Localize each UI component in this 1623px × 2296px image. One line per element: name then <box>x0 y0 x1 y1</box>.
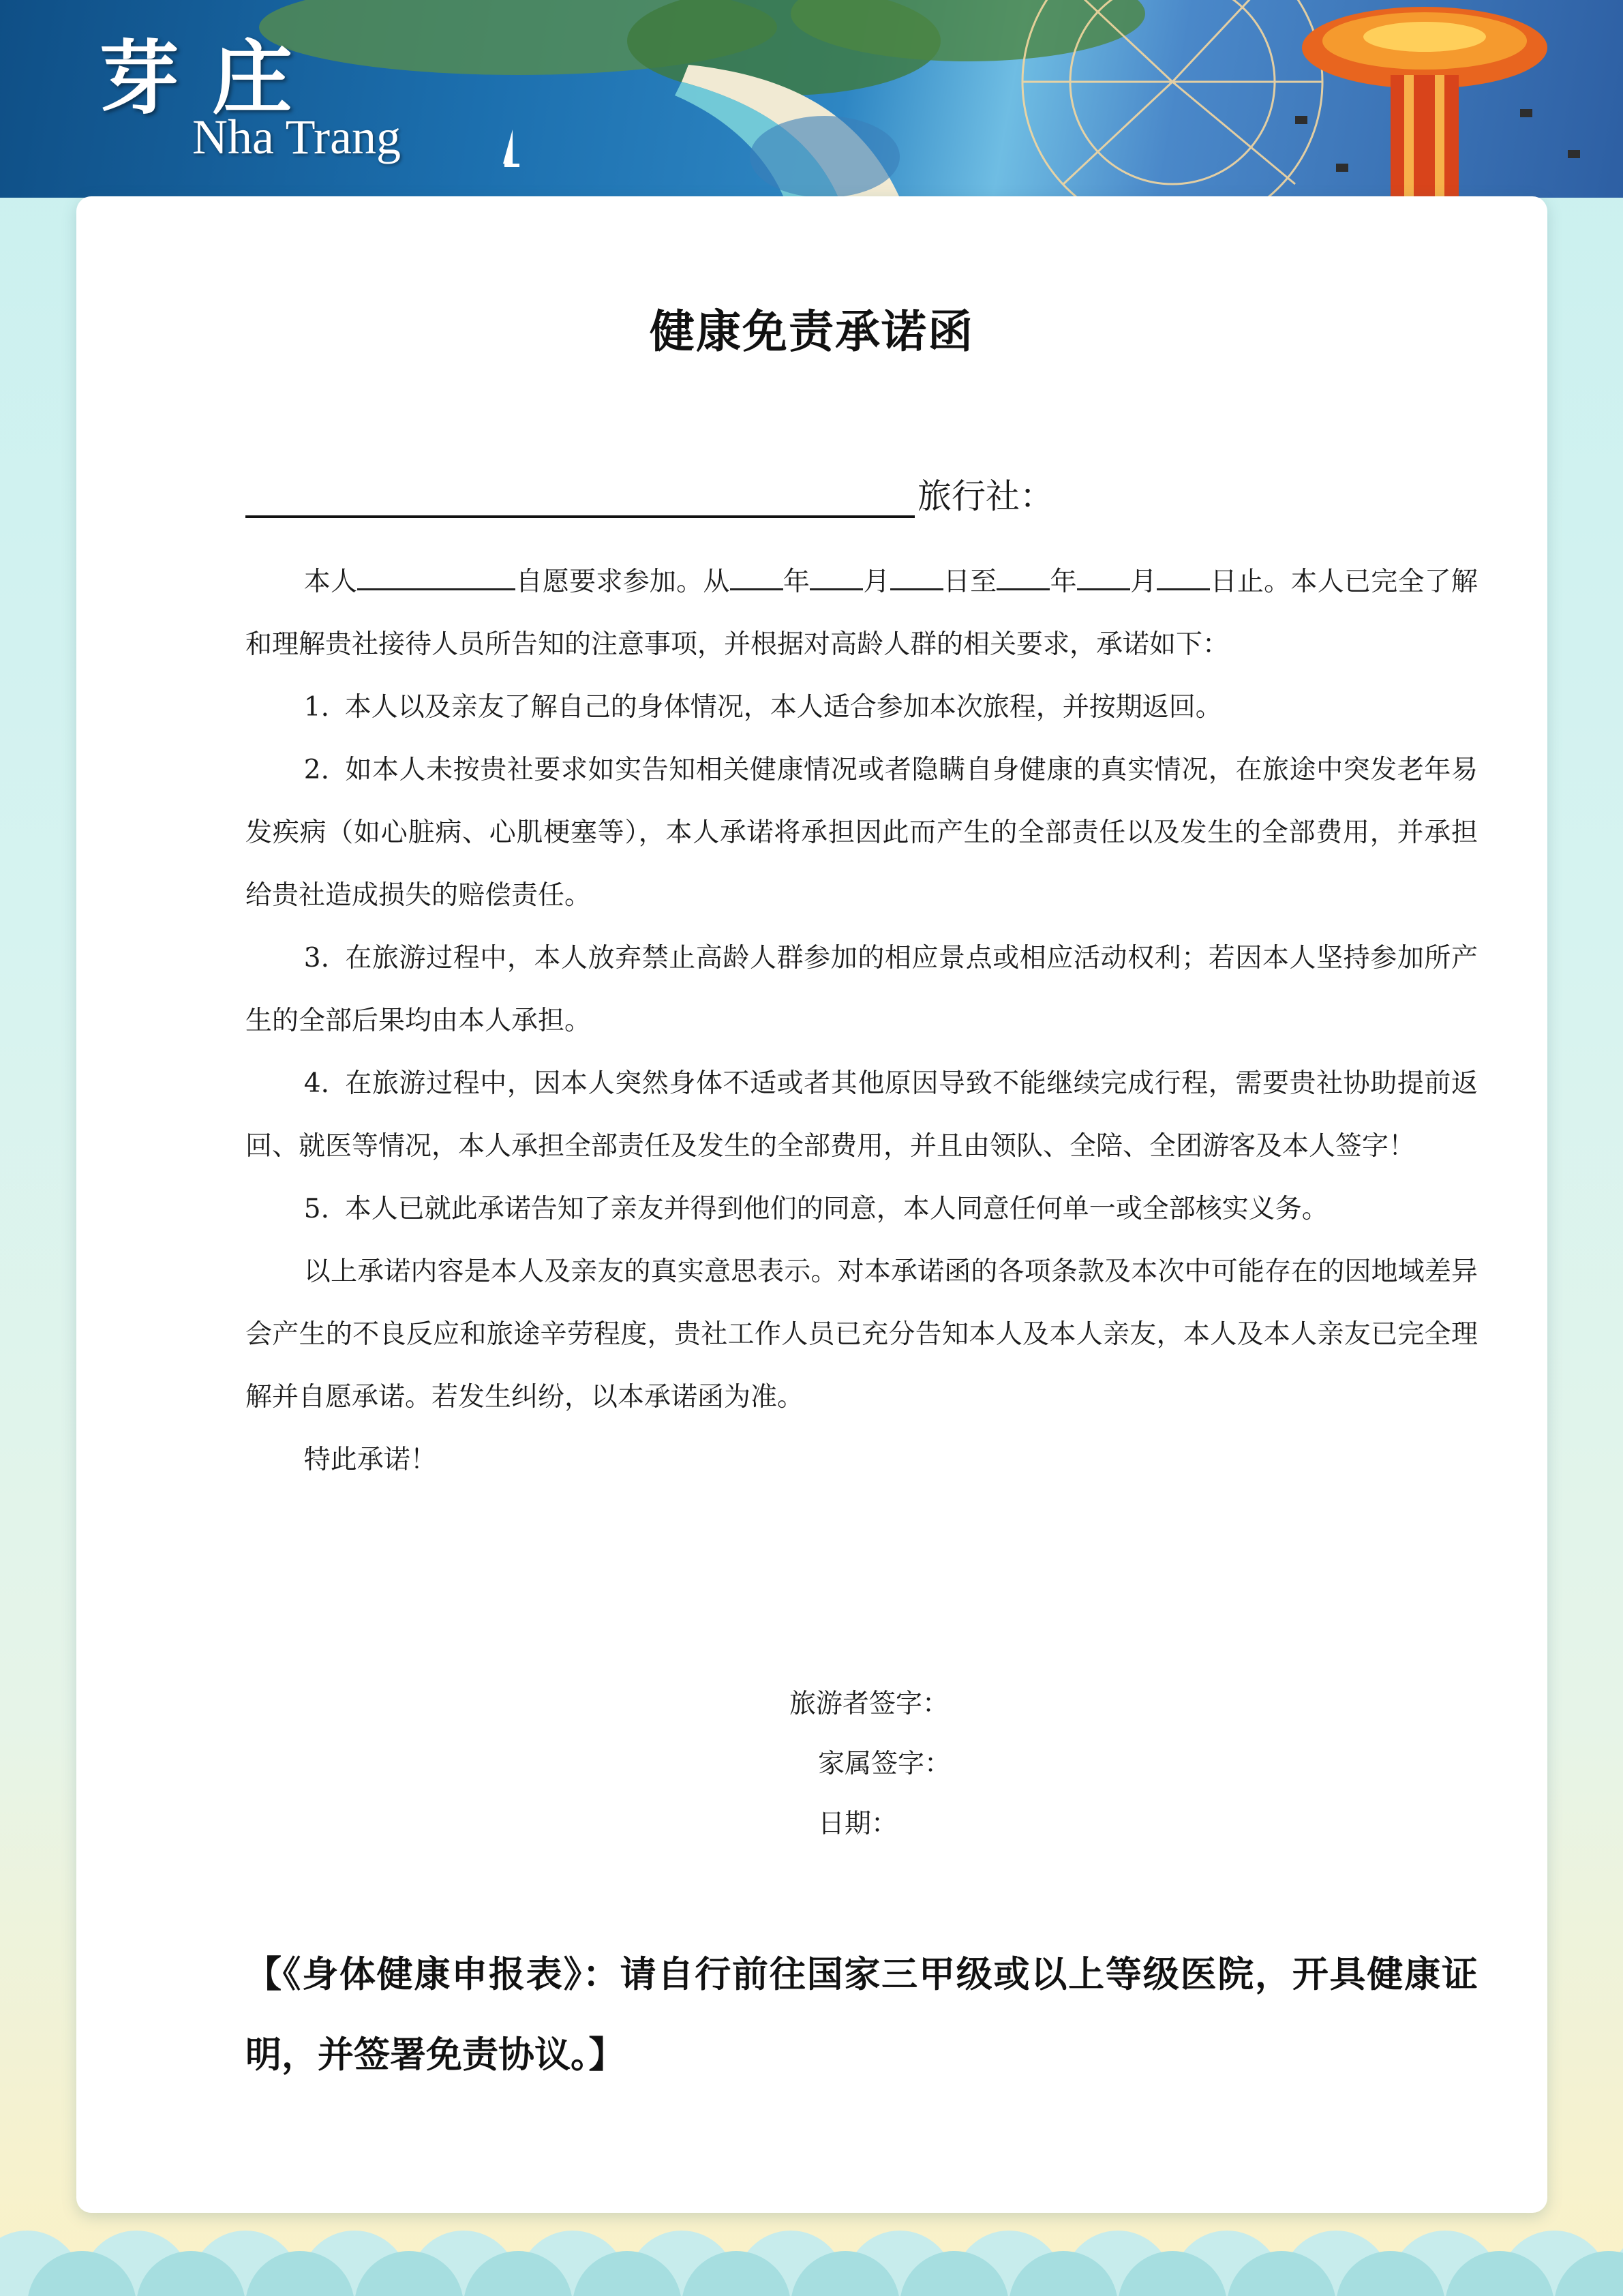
addressee-line <box>245 469 1054 518</box>
list-item <box>245 1178 1478 1241</box>
start-year-blank[interactable] <box>730 562 783 590</box>
intro-paragraph <box>245 551 1478 676</box>
end-day-blank[interactable] <box>1157 562 1210 590</box>
addressee-suffix: 旅行社： <box>917 477 1054 516</box>
date-label: 日期： <box>818 1809 898 1839</box>
intro-text-d: 月 <box>863 567 890 597</box>
start-month-blank[interactable] <box>810 562 863 590</box>
agency-name-blank[interactable] <box>245 481 915 518</box>
item-number: 1. <box>303 692 330 723</box>
traveler-signature-label: 旅游者签字： <box>789 1689 950 1719</box>
item-text: 在旅游过程中，本人放弃禁止高龄人群参加的相应景点或相应活动权利；若因本人坚持参加所产生的全部后果均由本人承担。 <box>245 943 1478 1036</box>
logo-chinese: 芽庄 <box>99 31 326 125</box>
item-text: 本人已就此承诺告知了亲友并得到他们的同意，本人同意任何单一或全部核实义务。 <box>344 1194 1329 1224</box>
intro-text-e: 日至 <box>943 567 997 597</box>
bottom-wave-border <box>0 2224 1623 2296</box>
list-item <box>245 1053 1478 1178</box>
intro-text-a: 本人 <box>303 567 358 597</box>
list-item <box>245 739 1478 927</box>
end-year-blank[interactable] <box>997 562 1050 590</box>
item-number: 4. <box>303 1068 330 1099</box>
item-number: 5. <box>303 1194 330 1224</box>
hereby-line: 特此承诺！ <box>303 1445 437 1475</box>
item-text: 在旅游过程中，因本人突然身体不适或者其他原因导致不能继续完成行程，需要贵社协助提前返回、就医等情况，本人承担全部责任及发生的全部费用，并且由领队、全陪、全团游客及本人签字！ <box>245 1068 1478 1162</box>
start-day-blank[interactable] <box>890 562 943 590</box>
item-text: 如本人未按贵社要求如实告知相关健康情况或者隐瞒自身健康的真实情况，在旅途中突发老年易发疾病（如心脏病、心肌梗塞等），本人承诺将承担因此而产生的全部责任以及发生的全部费用，并承担给贵社造成损失的赔偿责任。 <box>245 755 1478 911</box>
intro-text-f: 年 <box>1050 567 1077 597</box>
name-blank[interactable] <box>357 562 515 590</box>
intro-text-c: 年 <box>783 567 810 597</box>
item-text: 本人以及亲友了解自己的身体情况，本人适合参加本次旅程，并按期返回。 <box>344 692 1222 723</box>
intro-text-b: 自愿要求参加。从 <box>515 567 730 597</box>
logo-english: Nha Trang <box>192 110 401 164</box>
page-title: 健康免责承诺函 <box>650 305 974 358</box>
list-item <box>245 676 1478 739</box>
letter-body <box>245 551 1478 1492</box>
intro-text-h: 日止。本人已完全了解和理解贵社接待人员所告知的注意事项，并根据对高龄人群的相关要求，承诺如下： <box>245 567 1478 660</box>
letter-card <box>76 196 1547 2213</box>
header-banner <box>0 0 1623 198</box>
end-month-blank[interactable] <box>1077 562 1130 590</box>
item-number: 2. <box>303 755 330 785</box>
list-item <box>245 927 1478 1053</box>
health-form-notice: 【《身体健康申报表》：请自行前往国家三甲级或以上等级医院，开具健康证明，并签署免责协议。】 <box>245 1954 1478 2076</box>
intro-text-g: 月 <box>1129 567 1157 597</box>
family-signature-label: 家属签字： <box>818 1749 952 1779</box>
item-number: 3. <box>303 943 330 973</box>
closing-paragraph: 以上承诺内容是本人及亲友的真实意思表示。对本承诺函的各项条款及本次中可能存在的因地域差异会产生的不良反应和旅途辛劳程度，贵社工作人员已充分告知本人及本人亲友，本人及本人亲友已完全理解并自愿承诺。若发生纠纷，以本承诺函为准。 <box>245 1256 1478 1413</box>
